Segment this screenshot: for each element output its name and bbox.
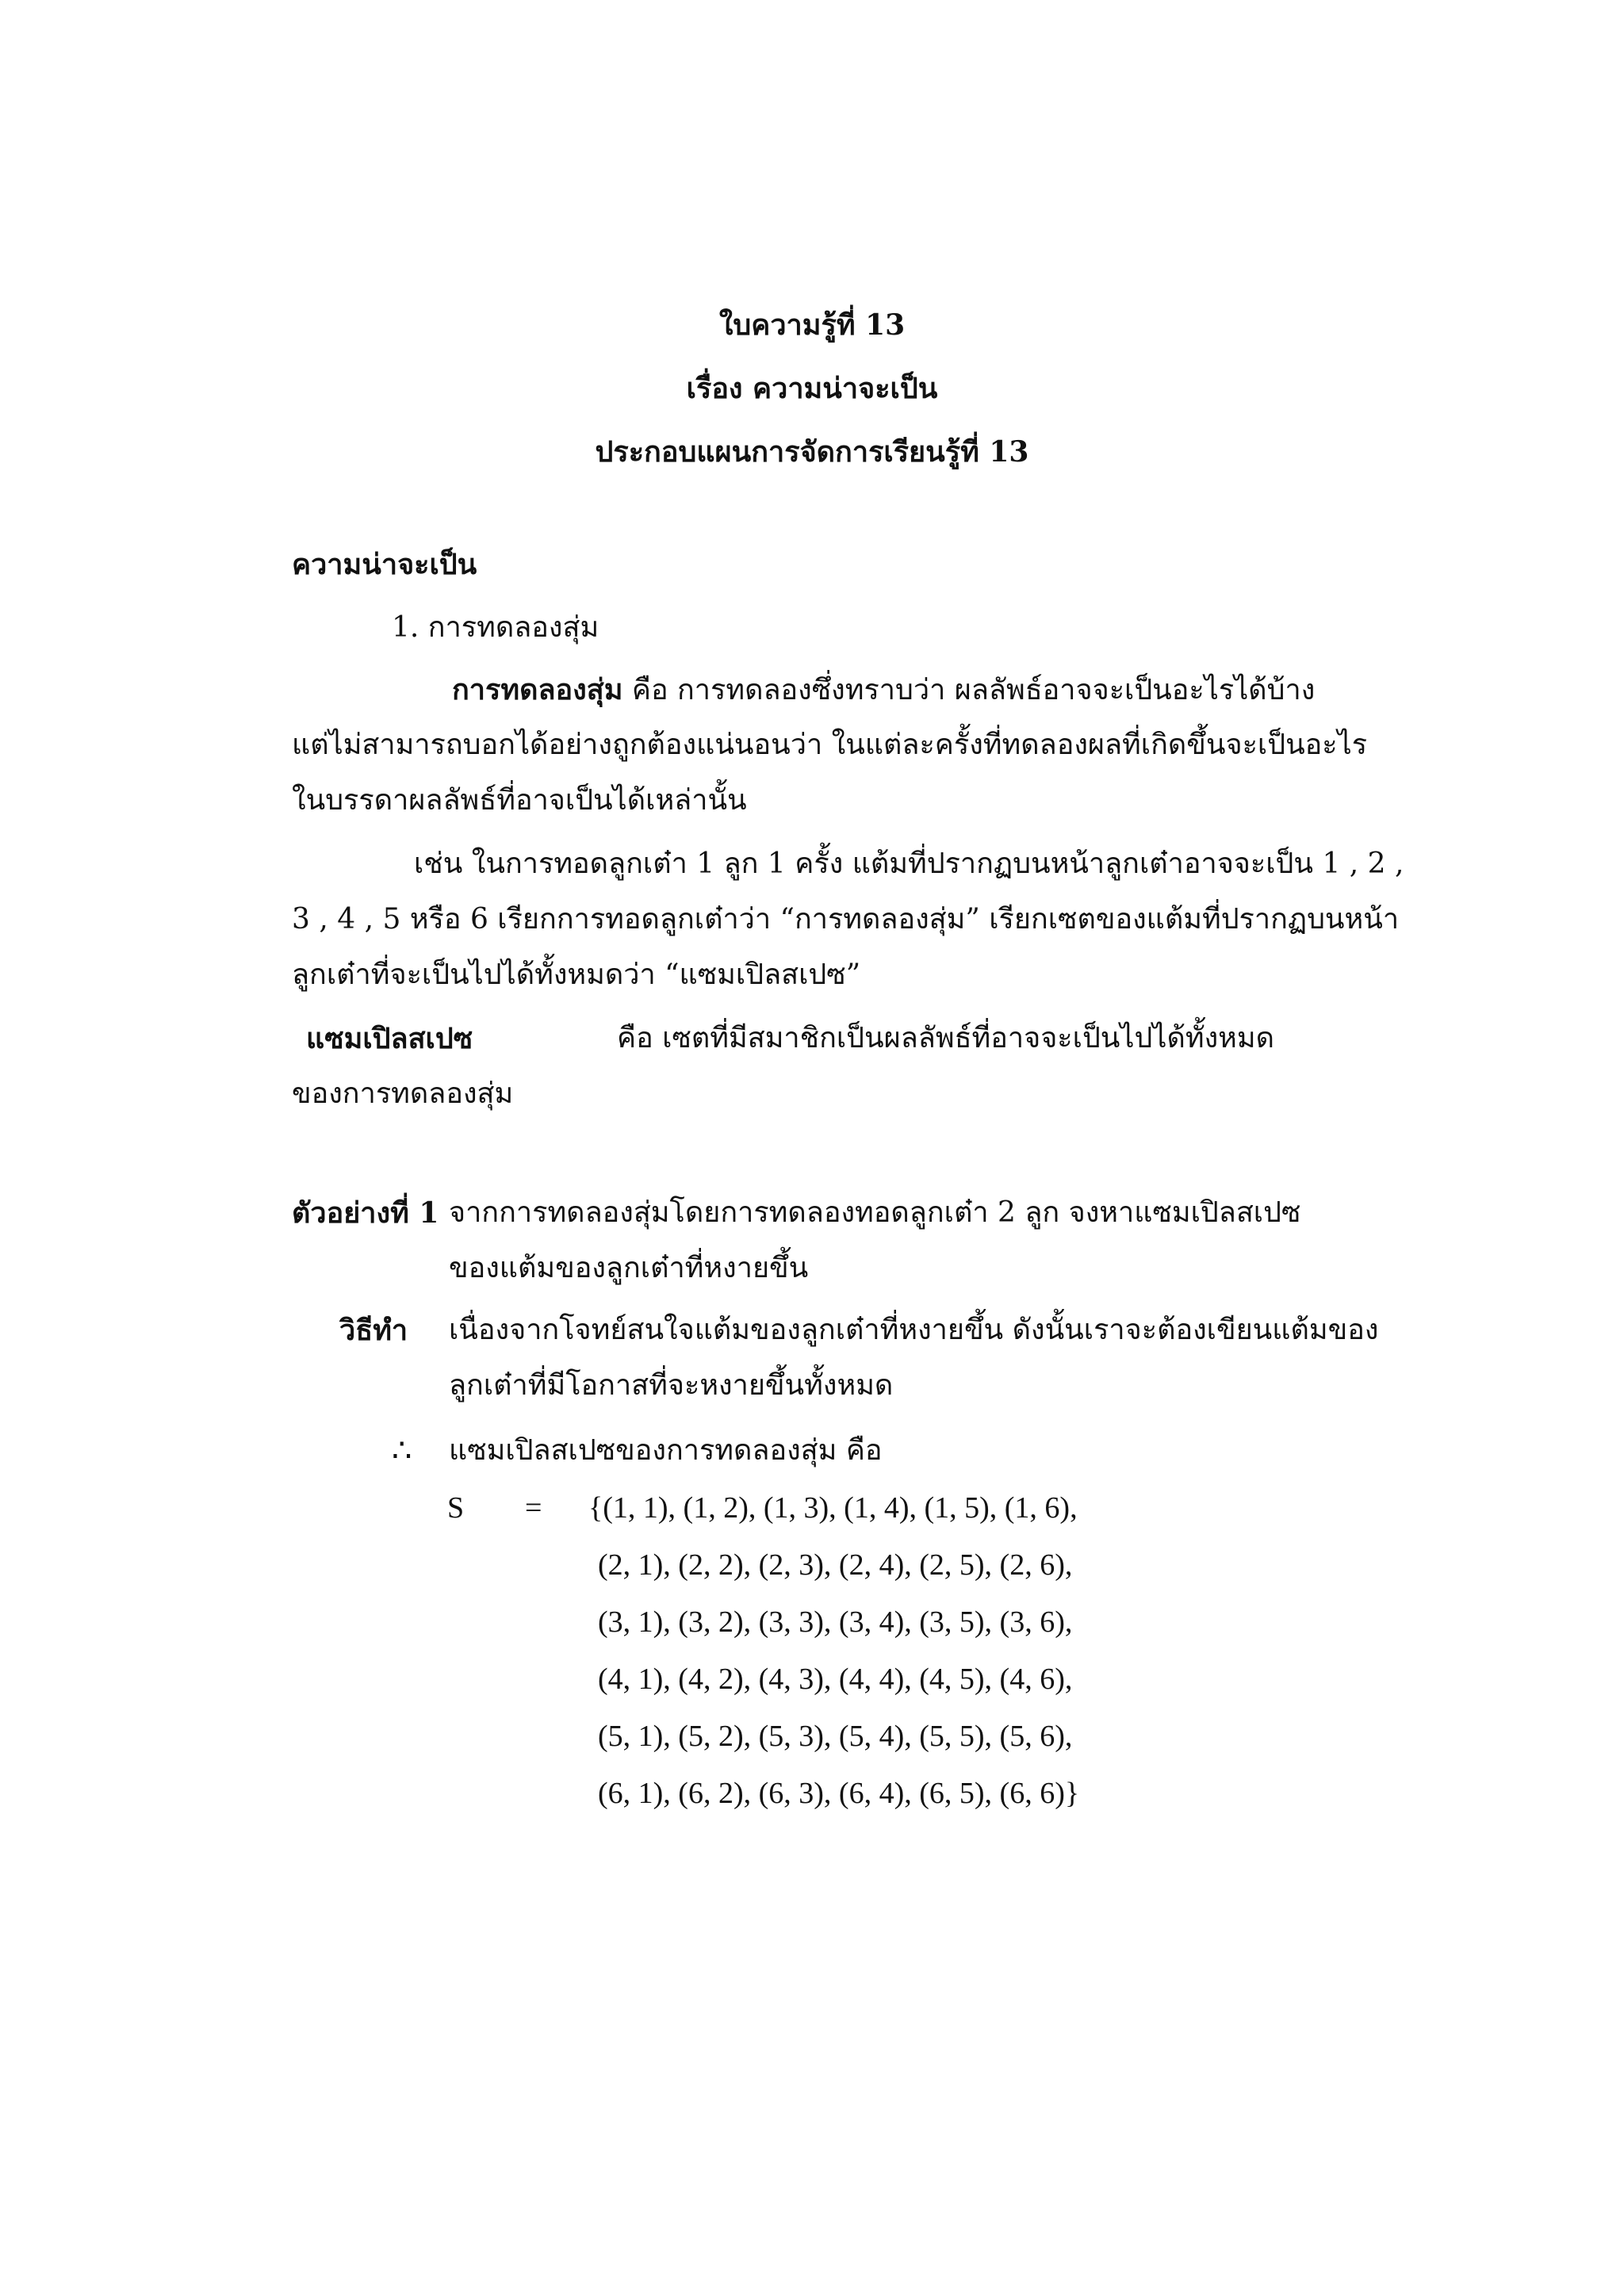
definition-line-1: [452, 672, 1315, 708]
example-problem-line-2: ของแต้มของลูกเต๋าที่หงายขึ้น: [449, 1252, 809, 1284]
set-row-4: (4, 1), (4, 2), (4, 3), (4, 4), (4, 5), (4, 6),: [598, 1663, 1073, 1696]
sample-space-definition: คือ เซตที่มีสมาชิกเป็นผลลัพธ์ที่อาจจะเป็นไปได้ทั้งหมด: [617, 1022, 1275, 1054]
therefore-text: แซมเปิลสเปซของการทดลองสุ่ม คือ: [449, 1434, 883, 1467]
set-row-5: (5, 1), (5, 2), (5, 3), (5, 4), (5, 5), (5, 6),: [598, 1720, 1073, 1753]
subsection-heading: 1. การทดลองสุ่ม: [392, 611, 599, 644]
definition-line-3: ในบรรดาผลลัพธ์ที่อาจเป็นได้เหล่านั้น: [292, 784, 747, 817]
set-row-1: {(1, 1), (1, 2), (1, 3), (1, 4), (1, 5), (1, 6),: [588, 1491, 1078, 1525]
lesson-plan-reference: ประกอบแผนการจัดการเรียนรู้ที่ 13: [595, 435, 1029, 469]
set-row-6: (6, 1), (6, 2), (6, 3), (6, 4), (6, 5), (6, 6)}: [598, 1777, 1080, 1810]
page-title: ใบความรู้ที่ 13: [718, 308, 906, 342]
set-name: S: [447, 1491, 465, 1525]
example-label: ตัวอย่างที่ 1: [292, 1196, 439, 1230]
method-line-1: เนื่องจากโจทย์สนใจแต้มของลูกเต๋าที่หงายขึ้น ดังนั้นเราจะต้องเขียนแต้มของ: [449, 1314, 1379, 1346]
set-equals: =: [525, 1491, 542, 1525]
definition-text: คือ การทดลองซึ่งทราบว่า ผลลัพธ์อาจจะเป็นอะไรได้บ้าง: [622, 674, 1316, 706]
example-problem-line-1: จากการทดลองสุ่มโดยการทดลองทอดลูกเต๋า 2 ลูก จงหาแซมเปิลสเปซ: [449, 1196, 1301, 1229]
example-paragraph-line-2: 3 , 4 , 5 หรือ 6 เรียกการทอดลูกเต๋าว่า “การทดลองสุ่ม” เรียกเซตของแต้มที่ปรากฏบนหน้า: [292, 903, 1400, 936]
example-paragraph-line-3: ลูกเต๋าที่จะเป็นไปได้ทั้งหมดว่า “แซมเปิลสเปซ”: [292, 959, 861, 991]
sample-space-continuation: ของการทดลองสุ่ม: [292, 1077, 514, 1110]
example-paragraph-line-1: เช่น ในการทอดลูกเต๋า 1 ลูก 1 ครั้ง แต้มที่ปรากฏบนหน้าลูกเต๋าอาจจะเป็น 1 , 2 ,: [414, 848, 1404, 880]
section-heading: ความน่าจะเป็น: [292, 548, 477, 581]
therefore-symbol: ∴: [392, 1433, 412, 1469]
definition-term: การทดลองสุ่ม: [452, 673, 623, 706]
page-subject: เรื่อง ความน่าจะเป็น: [686, 372, 938, 405]
method-label: วิธีทำ: [339, 1314, 408, 1347]
set-row-2: (2, 1), (2, 2), (2, 3), (2, 4), (2, 5), (2, 6),: [598, 1548, 1073, 1582]
definition-line-2: แต่ไม่สามารถบอกได้อย่างถูกต้องแน่นอนว่า ในแต่ละครั้งที่ทดลองผลที่เกิดขึ้นจะเป็นอะไร: [292, 729, 1368, 761]
sample-space-term: แซมเปิลสเปซ: [306, 1022, 473, 1055]
set-row-3: (3, 1), (3, 2), (3, 3), (3, 4), (3, 5), (3, 6),: [598, 1605, 1073, 1639]
method-line-2: ลูกเต๋าที่มีโอกาสที่จะหงายขึ้นทั้งหมด: [449, 1369, 894, 1402]
